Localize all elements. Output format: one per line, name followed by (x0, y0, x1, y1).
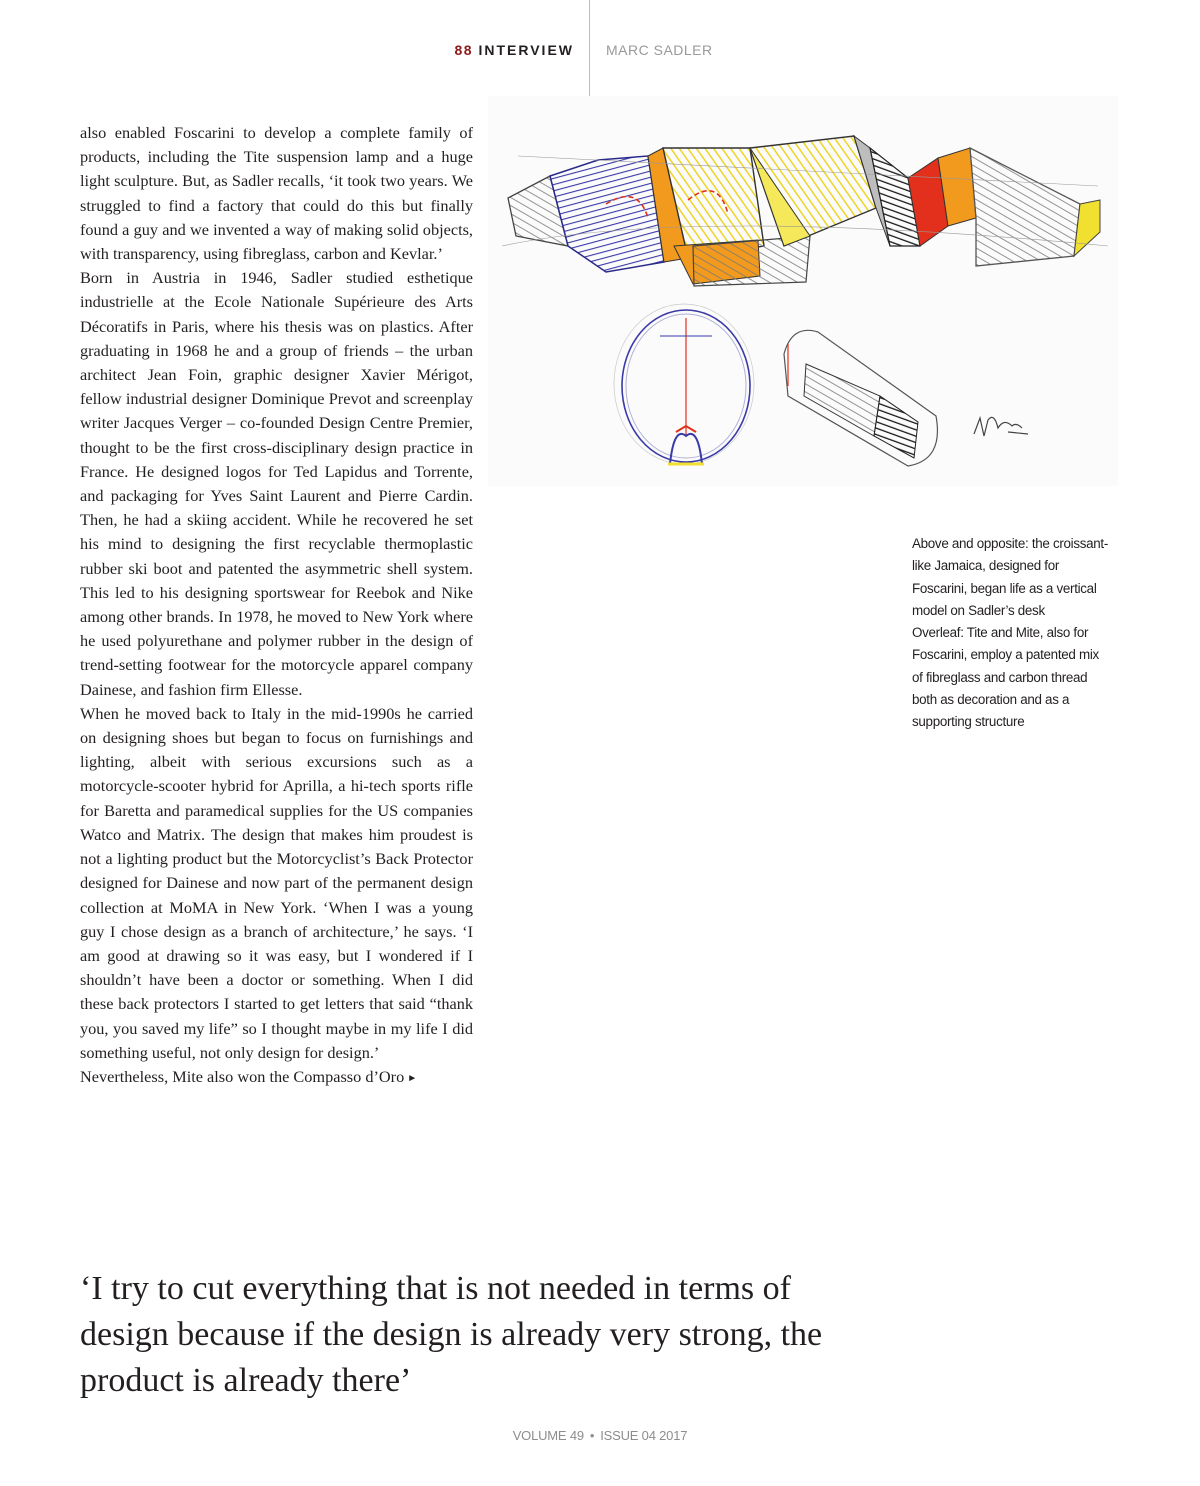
side-view-sketch (784, 330, 937, 466)
header-divider (589, 0, 590, 98)
caption-line: Overleaf: Tite and Mite, also for Foscarini, employ a patented mix of fibreglass and carbon thread both as decoration and as a supporting structure (912, 625, 1099, 730)
figure-caption (912, 533, 1112, 734)
jamaica-lamp-sketch (502, 136, 1108, 286)
volume-label: VOLUME 49 (512, 1428, 584, 1443)
body-paragraph: also enabled Foscarini to develop a complete family of products, including the Tite suspension lamp and a huge light sculpture. But, as Sadler recalls, ‘it took two years. We struggled to find a factory that could do this but finally found a guy and we invented a way of making solid objects, with transparency, using fibreglass, carbon and Kevlar.’ (80, 123, 473, 264)
front-view-sketch (614, 304, 754, 464)
running-head (0, 38, 1200, 62)
pull-quote: ‘I try to cut everything that is not needed in terms of design because if the design is already very strong, the product is already there’ (80, 1270, 823, 1399)
running-head-left (455, 38, 575, 62)
article-body (80, 121, 473, 1091)
article-subject: MARC SADLER (606, 42, 713, 58)
body-paragraph: Born in Austria in 1946, Sadler studied esthetique industrielle at the Ecole Nationale Supérieure des Arts Décoratifs in Paris, where his thesis was on plastics. After graduating in 1968 he and a group of friends – the urban architect Jean Foin, graphic designer Xavier Mérigot, fellow industrial designer Dominique Prevot and screenplay writer Jacques Verger – co-founded Design Centre Premier, thought to be the first cross-disciplinary design practice in France. He designed logos for Ted Lapidus and Torrente, and packaging for Yves Saint Laurent and Pierre Cardin. Then, he had a skiing accident. While he recovered he set his mind to designing the first recyclable thermoplastic rubber ski boot and patented the asymmetric shell system. This led to his designing sportswear for Reebok and Nike among other brands. In 1978, he moved to New York where he used polyurethane and polymer rubber in the design of trend-setting footwear for the motorcycle apparel company Dainese, and fashion firm Ellesse. (80, 268, 473, 699)
sketch-figure (488, 96, 1118, 486)
page-number: 88 (454, 42, 474, 58)
body-paragraph: When he moved back to Italy in the mid-1990s he carried on designing shoes but began to focus on furnishings and lighting, albeit with serious excursions such as a motorcycle-scooter hybrid for Aprilla, a hi-tech sports rifle for Baretta and paramedical supplies for the US companies Watco and Matrix. The design that makes him proudest is not a lighting product but the Motorcyclist’s Back Protector designed for Dainese and now part of the permanent design collection at MoMA in New York. ‘When I was a young guy I chose design as a branch of architecture,’ he says. ‘I am good at drawing so it was easy, but I wondered if I shouldn’t have been a doctor or something. When I did these back protectors I started to get letters that said “thank you, you saved my life” so I thought maybe in my life I did something useful, not only design for design.’ (80, 703, 473, 1062)
lamp-sketch-illustration (488, 96, 1118, 486)
section-label: INTERVIEW (478, 42, 574, 58)
caption-line: Above and opposite: the croissant-like Jamaica, designed for Foscarini, began life as a vertical model on Sadler’s desk (912, 536, 1108, 618)
issue-label: ISSUE 04 2017 (600, 1428, 688, 1443)
designer-signature (974, 417, 1028, 436)
body-paragraph-text: Nevertheless, Mite also won the Compasso d’Oro (80, 1066, 405, 1086)
continue-arrow-icon: ► (407, 1072, 418, 1084)
footer-folio (0, 1428, 1200, 1443)
body-paragraph-last (80, 1065, 473, 1091)
bullet-separator: • (589, 1428, 595, 1443)
